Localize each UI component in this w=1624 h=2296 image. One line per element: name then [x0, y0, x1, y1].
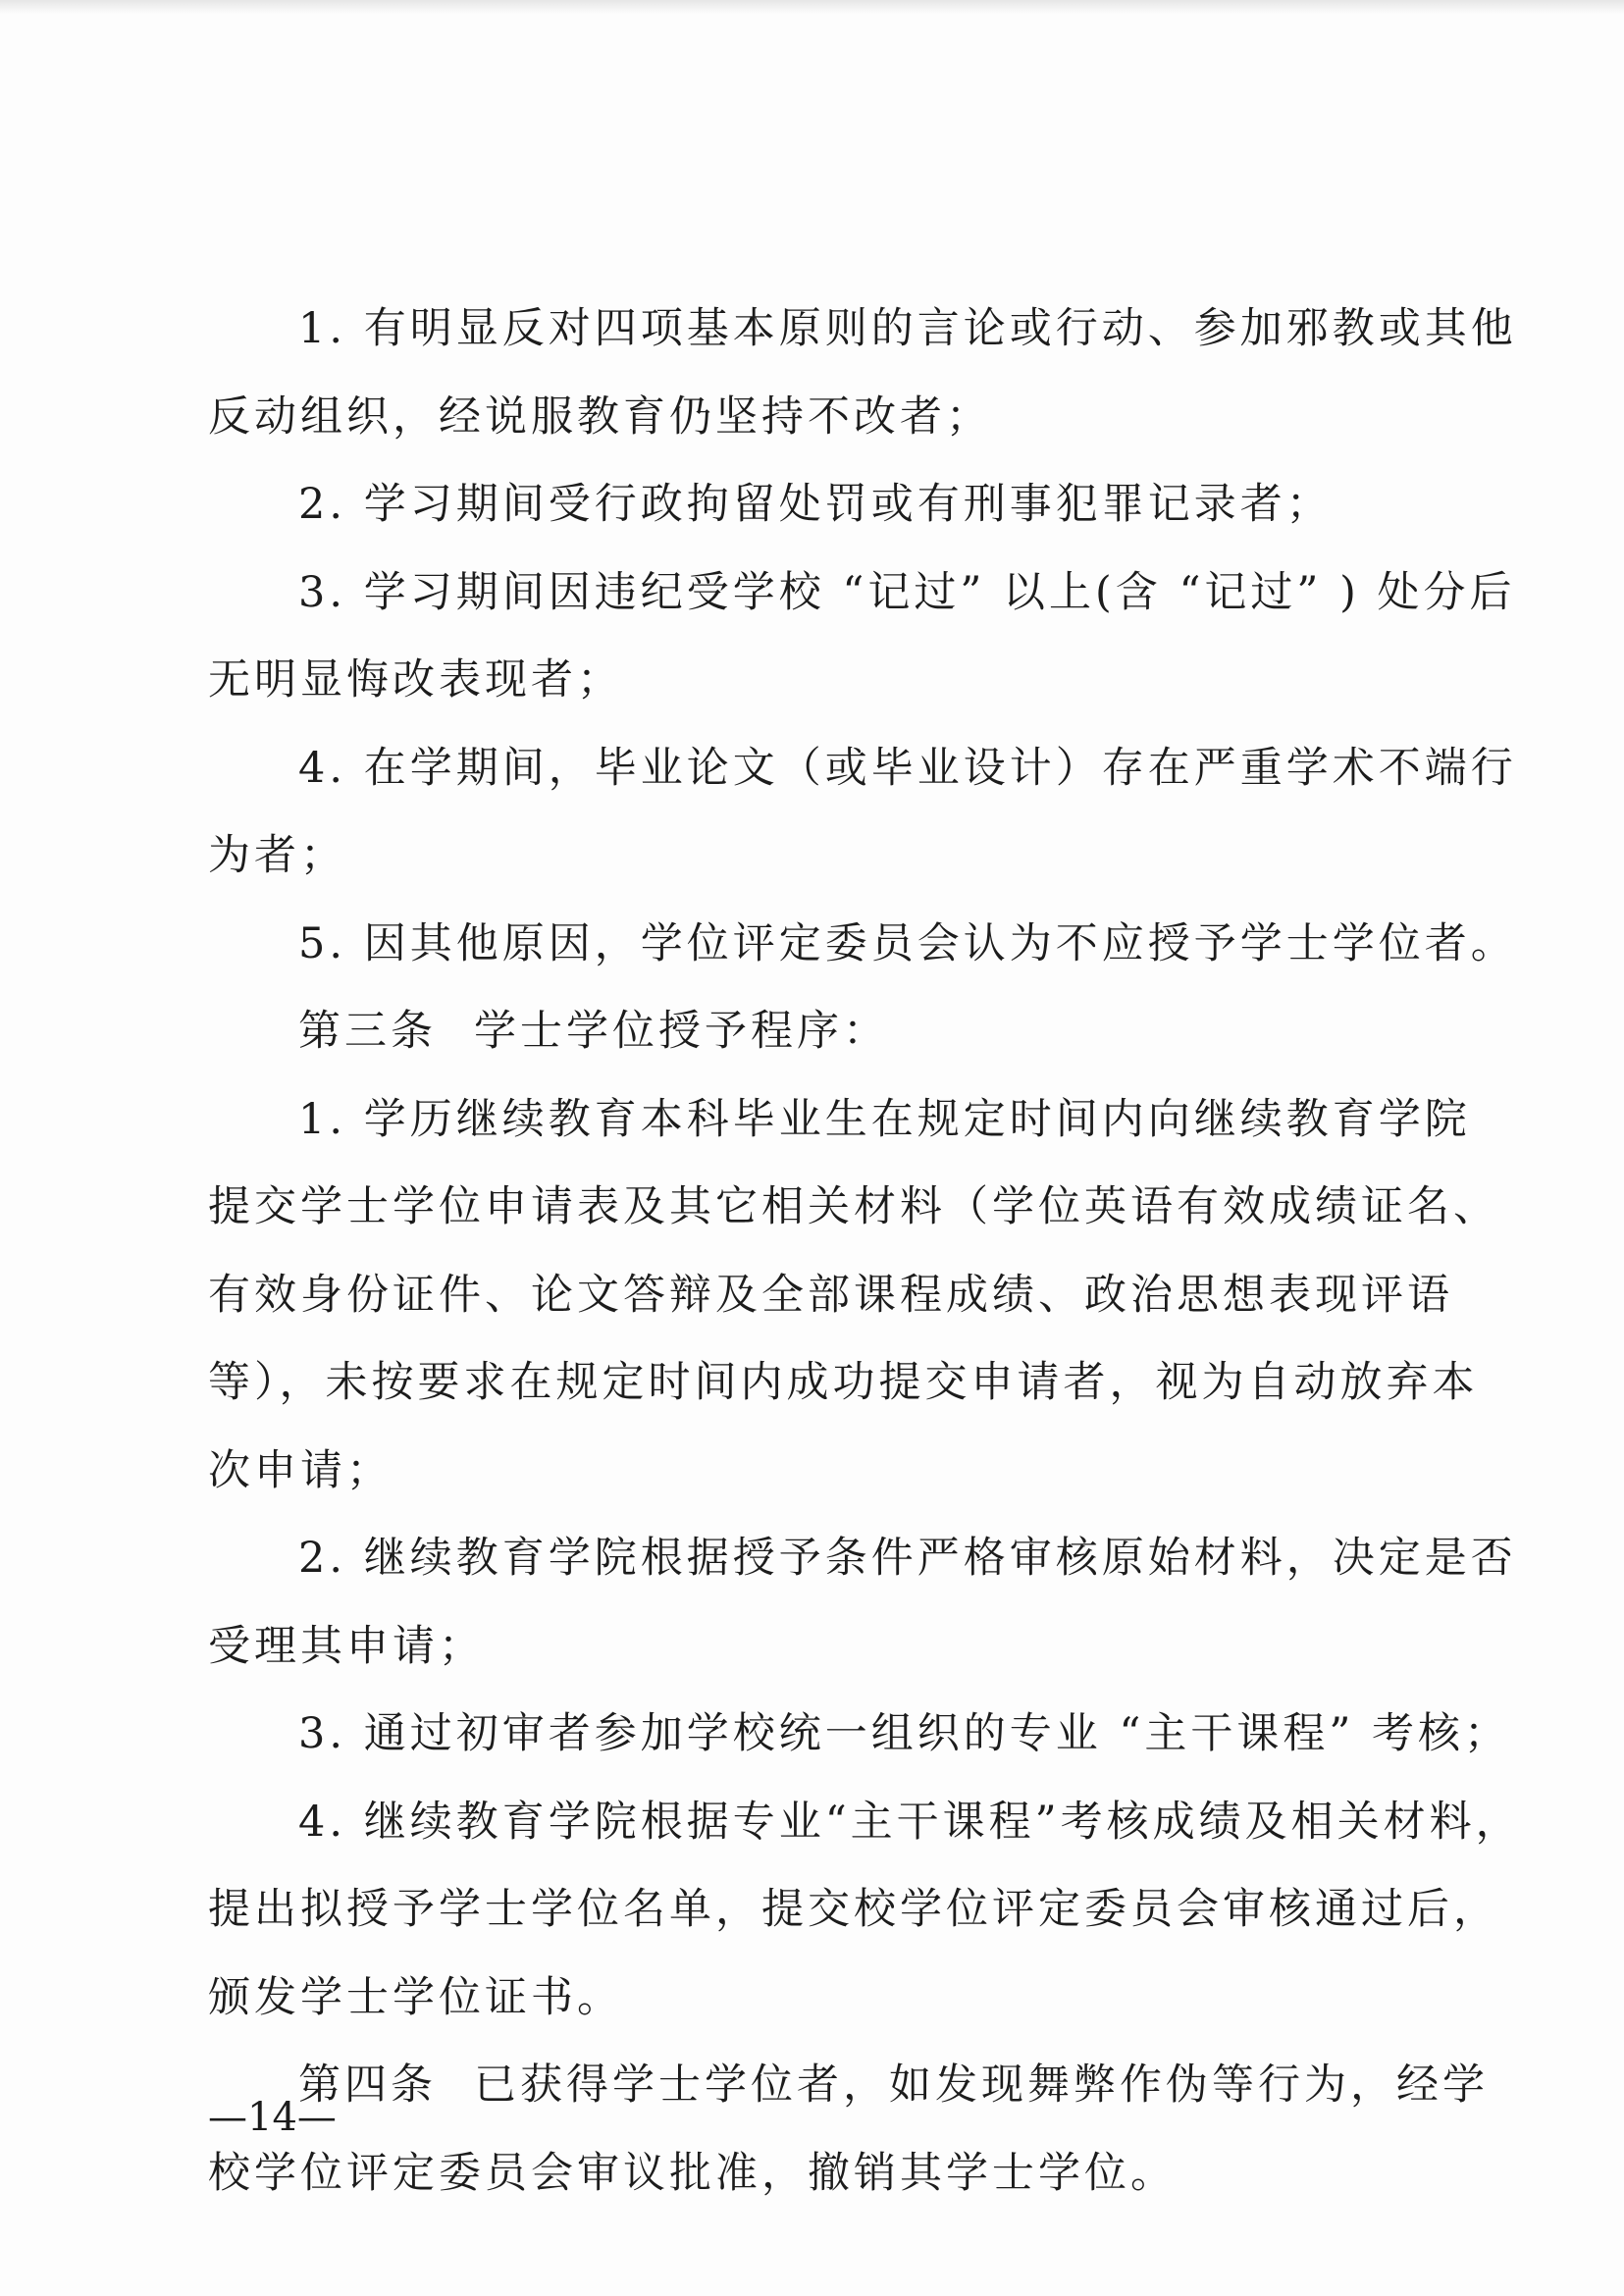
procedure-1-line-5: 次申请； [208, 1445, 393, 1495]
document-body [208, 304, 1522, 2198]
procedure-2-line-1: 2. 继续教育学院根据授予条件严格审核原始材料，决定是否 [298, 1534, 1517, 1583]
procedure-1-line-2: 提交学士学位申请表及其它相关材料（学位英语有效成绩证名、 [208, 1182, 1499, 1231]
article-3-heading [208, 1007, 1425, 1056]
procedure-3-line-1: 3. 通过初审者参加学校统一组织的专业 “主干课程” 考核； [298, 1709, 1510, 1758]
clause-4-line-1: 4. 在学期间，毕业论文（或毕业设计）存在严重学术不端行 [298, 743, 1517, 793]
procedure-1-line-4: 等），未按要求在规定时间内成功提交申请者，视为自动放弃本 [208, 1358, 1479, 1407]
clause-2-line-1: 2. 学习期间受行政拘留处罚或有刑事犯罪记录者； [298, 480, 1333, 529]
article-4-line-1 [208, 2061, 1489, 2110]
procedure-2-line-2: 受理其申请； [208, 1621, 485, 1671]
clause-3-line-2: 无明显悔改表现者； [208, 655, 623, 704]
page-number: —14— [208, 2095, 337, 2140]
clause-3-line-1: 3. 学习期间因违纪受学校 “记过” 以上(含 “记过” ) 处分后 [298, 567, 1516, 617]
scan-edge [0, 0, 1624, 14]
clause-1-line-2: 反动组织，经说服教育仍坚持不改者； [208, 391, 992, 442]
procedure-4-line-2: 提出拟授予学士学位名单，提交校学位评定委员会审核通过后， [208, 1885, 1499, 1934]
clause-1-line-1: 1. 有明显反对四项基本原则的言论或行动、参加邪教或其他 [298, 304, 1517, 353]
clause-5-line-1: 5. 因其他原因，学位评定委员会认为不应授予学士学位者。 [298, 918, 1517, 968]
procedure-1-line-3: 有效身份证件、论文答辩及全部课程成绩、政治思想表现评语 [208, 1270, 1453, 1320]
article-3-title: 学士学位授予程序： [474, 1007, 889, 1056]
clause-4-line-2: 为者； [208, 831, 346, 880]
procedure-1-line-1: 1. 学历继续教育本科毕业生在规定时间内向继续教育学院 [298, 1094, 1471, 1144]
article-4-label: 第四条 [298, 2061, 437, 2110]
article-4-line-2: 校学位评定委员会审议批准，撤销其学士学位。 [208, 2148, 1177, 2198]
procedure-4-line-3: 颁发学士学位证书。 [208, 1972, 623, 2022]
article-4-text: 已获得学士学位者，如发现舞弊作伪等行为，经学 [474, 2061, 1489, 2110]
procedure-4-line-1: 4. 继续教育学院根据专业“主干课程”考核成绩及相关材料， [298, 1797, 1522, 1847]
article-3-label: 第三条 [298, 1007, 437, 1056]
